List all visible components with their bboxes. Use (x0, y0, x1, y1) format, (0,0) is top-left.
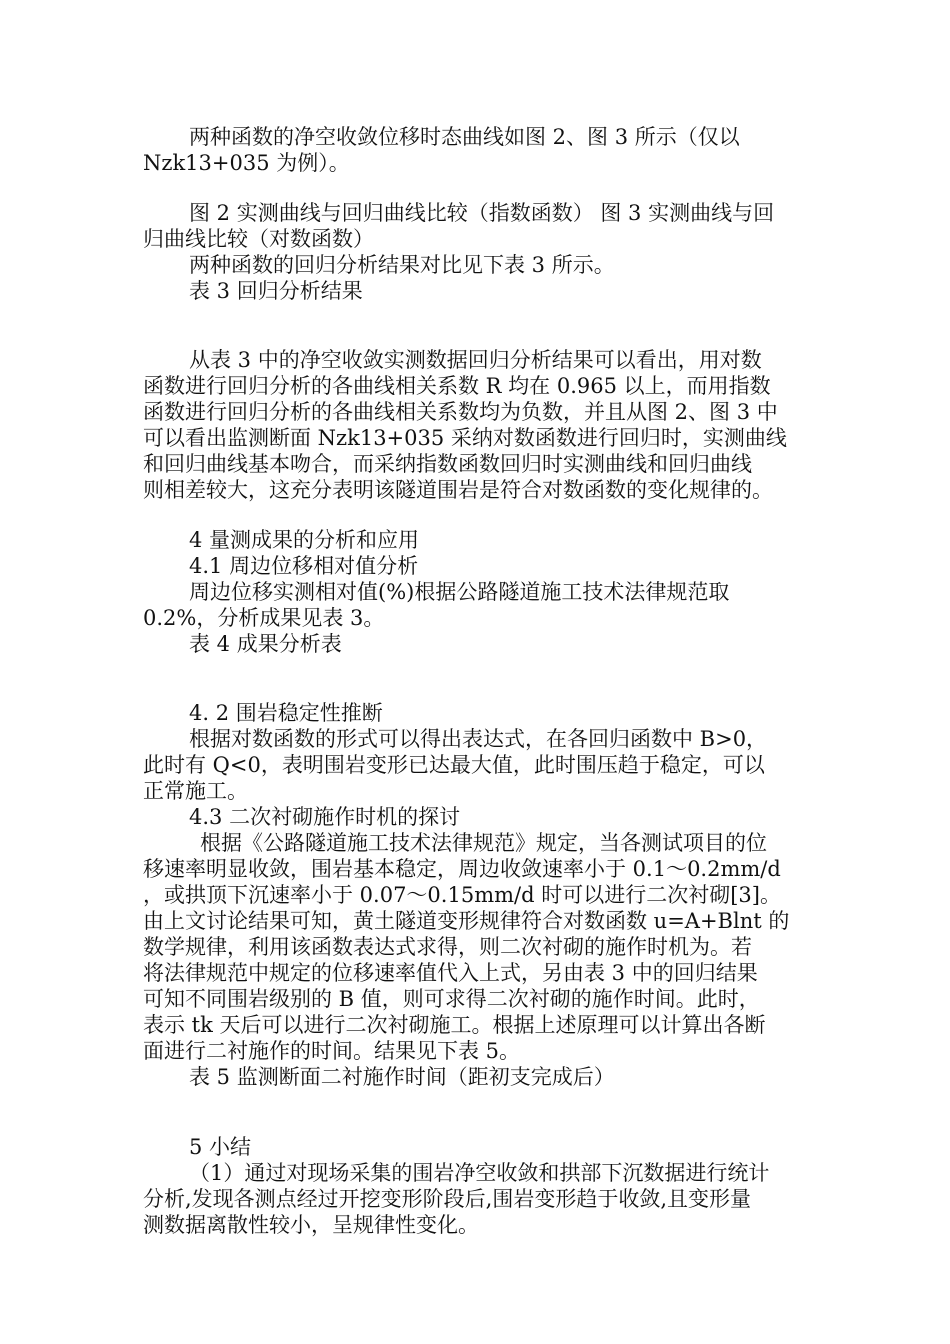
section-4-3-heading: 4.3 二次衬砌施作时机的探讨 (189, 805, 461, 829)
paragraph-lining-line-8: 表示 tk 天后可以进行二次衬砌施工。根据上述原理可以计算出各断 (143, 1013, 766, 1037)
section-4-2-heading: 4. 2 围岩稳定性推断 (189, 701, 383, 725)
paragraph-analysis-line-4: 可以看出监测断面 Nzk13+035 采纳对数函数进行回归时，实测曲线 (143, 426, 787, 450)
figure-caption-line-1: 图 2 实测曲线与回归曲线比较（指数函数） 图 3 实测曲线与回 (189, 201, 775, 225)
table-4-caption: 表 4 成果分析表 (189, 632, 342, 656)
paragraph-stability-line-3: 正常施工。 (143, 779, 248, 803)
paragraph-lining-line-5: 数学规律，利用该函数表达式求得，则二次衬砌的施作时机为。若 (143, 935, 752, 959)
paragraph-analysis-line-3: 函数进行回归分析的各曲线相关系数均为负数，并且从图 2、图 3 中 (143, 400, 778, 424)
paragraph-figure-intro-line-1: 两种函数的净空收敛位移时态曲线如图 2、图 3 所示（仅以 (189, 125, 740, 149)
paragraph-lining-line-1: 根据《公路隧道施工技术法律规范》规定，当各测试项目的位 (200, 831, 767, 855)
paragraph-lining-line-7: 可知不同围岩级别的 B 值，则可求得二次衬砌的施作时间。此时， (143, 987, 760, 1011)
table-5-caption: 表 5 监测断面二衬施作时间（距初支完成后） (189, 1065, 615, 1089)
section-4-heading: 4 量测成果的分析和应用 (189, 528, 420, 552)
paragraph-analysis-line-6: 则相差较大，这充分表明该隧道围岩是符合对数函数的变化规律的。 (143, 478, 773, 502)
paragraph-figure-intro-line-2: Nzk13+035 为例）。 (143, 151, 350, 175)
paragraph-relative-value-line-2: 0.2%，分析成果见表 3。 (143, 606, 385, 630)
paragraph-stability-line-2: 此时有 Q<0，表明围岩变形已达最大值，此时围压趋于稳定，可以 (143, 753, 765, 777)
paragraph-lining-line-3: ，或拱顶下沉速率小于 0.07～0.15mm/d 时可以进行二次衬砌[3]。 (143, 883, 781, 907)
paragraph-analysis-line-1: 从表 3 中的净空收敛实测数据回归分析结果可以看出，用对数 (189, 348, 762, 372)
paragraph-stability-line-1: 根据对数函数的形式可以得出表达式，在各回归函数中 B>0， (189, 727, 768, 751)
table-3-caption: 表 3 回归分析结果 (189, 279, 363, 303)
paragraph-lining-line-6: 将法律规范中规定的位移速率值代入上式，另由表 3 中的回归结果 (143, 961, 758, 985)
paragraph-analysis-line-2: 函数进行回归分析的各曲线相关系数 R 均在 0.965 以上，而用指数 (143, 374, 771, 398)
paragraph-relative-value-line-1: 周边位移实测相对值(%)根据公路隧道施工技术法律规范取 (189, 580, 730, 604)
paragraph-lining-line-9: 面进行二衬施作的时间。结果见下表 5。 (143, 1039, 521, 1063)
paragraph-summary-line-2: 分析,发现各测点经过开挖变形阶段后,围岩变形趋于收敛,且变形量 (143, 1187, 752, 1211)
paragraph-table-intro: 两种函数的回归分析结果对比见下表 3 所示。 (189, 253, 615, 277)
paragraph-lining-line-2: 移速率明显收敛，围岩基本稳定，周边收敛速率小于 0.1～0.2mm/d (143, 857, 781, 881)
section-4-1-heading: 4.1 周边位移相对值分析 (189, 554, 419, 578)
paragraph-summary-line-1: （1）通过对现场采集的围岩净空收敛和拱部下沉数据进行统计 (189, 1161, 770, 1185)
section-5-heading: 5 小结 (189, 1135, 252, 1159)
paragraph-analysis-line-5: 和回归曲线基本吻合，而采纳指数函数回归时实测曲线和回归曲线 (143, 452, 752, 476)
paragraph-lining-line-4: 由上文讨论结果可知，黄土隧道变形规律符合对数函数 u=A+Blnt 的 (143, 909, 790, 933)
figure-caption-line-2: 归曲线比较（对数函数） (143, 227, 374, 251)
paragraph-summary-line-3: 测数据离散性较小，呈规律性变化。 (143, 1213, 479, 1237)
